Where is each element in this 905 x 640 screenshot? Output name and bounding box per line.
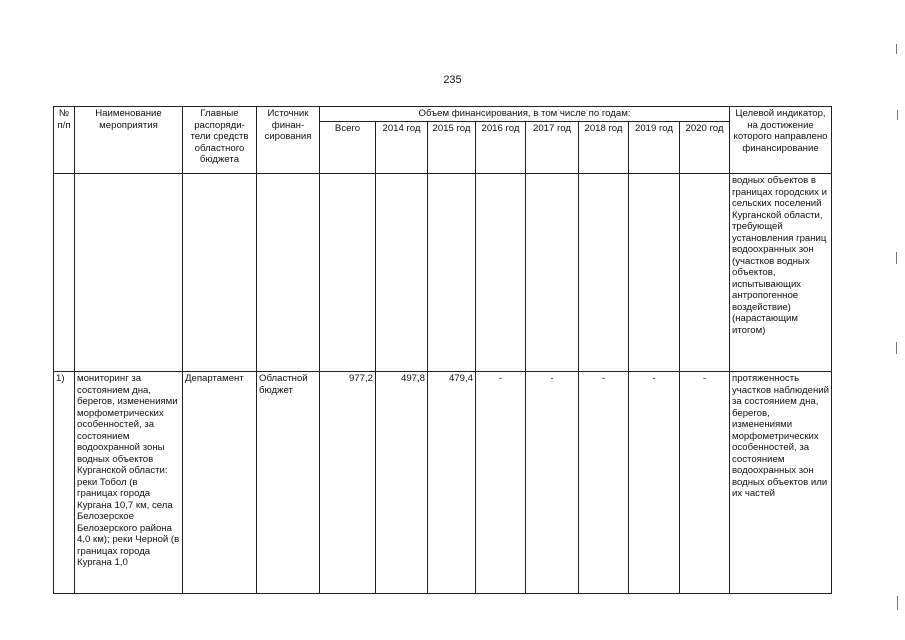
empty-cell [183,174,257,372]
row-year-2020: - [680,372,730,594]
row-year-2017: - [526,372,579,594]
row-year-2016: - [476,372,526,594]
scan-mark [896,252,897,264]
row-year-2015: 479,4 [428,372,476,594]
funding-table [53,106,832,594]
header-year-2014: 2014 год [376,122,428,174]
header-indicator: Целевой индикатор, на достижение которого направлено финансирование [730,107,832,174]
scan-mark [897,596,898,610]
scan-mark [896,44,897,54]
continuation-indicator: водных объектов в границах городских и сельских поселений Курганской области, требующей установления границ водоохранных зон (участков водных объектов, испытывающих антропогенное воздействие) (нарастающим итогом) [730,174,832,372]
empty-cell [428,174,476,372]
header-year-2020: 2020 год [680,122,730,174]
scan-mark [897,110,898,120]
empty-cell [320,174,376,372]
header-total: Всего [320,122,376,174]
header-source: Источник финан-сирования [257,107,320,174]
row-year-2018: - [579,372,629,594]
header-year-2015: 2015 год [428,122,476,174]
empty-cell [54,174,75,372]
header-year-2018: 2018 год [579,122,629,174]
row-manager: Департамент [183,372,257,594]
row-source: Областной бюджет [257,372,320,594]
row-total: 977,2 [320,372,376,594]
empty-cell [257,174,320,372]
header-year-2019: 2019 год [629,122,680,174]
header-managers: Главные распоряди-тели средств областного бюджета [183,107,257,174]
scan-mark [896,342,897,354]
empty-cell [476,174,526,372]
row-year-2019: - [629,372,680,594]
header-funding-group: Объем финансирования, в том числе по годам: [320,107,730,122]
header-num: № п/п [54,107,75,174]
row-name: мониторинг за состоянием дна, берегов, изменениями морфометрических особенностей, за состоянием водоохранной зоны водных объектов Курганской области: реки Тобол (в границах города Кургана 10,7 км, села Белозерское Белозерского района 4,0 км); реки Черной (в границах города Кургана 1,0 [75,372,183,594]
row-year-2014: 497,8 [376,372,428,594]
table-row [54,372,832,594]
header-year-2016: 2016 год [476,122,526,174]
empty-cell [75,174,183,372]
row-num: 1) [54,372,75,594]
empty-cell [629,174,680,372]
empty-cell [680,174,730,372]
row-indicator: протяженность участков наблюдений за состоянием дна, берегов, изменениями морфометрических особенностей, за состоянием водоохранных зон водных объектов или их частей [730,372,832,594]
header-year-2017: 2017 год [526,122,579,174]
continuation-row [54,174,832,372]
empty-cell [579,174,629,372]
page-number: 235 [443,74,462,86]
empty-cell [376,174,428,372]
empty-cell [526,174,579,372]
header-name: Наименование мероприятия [75,107,183,174]
